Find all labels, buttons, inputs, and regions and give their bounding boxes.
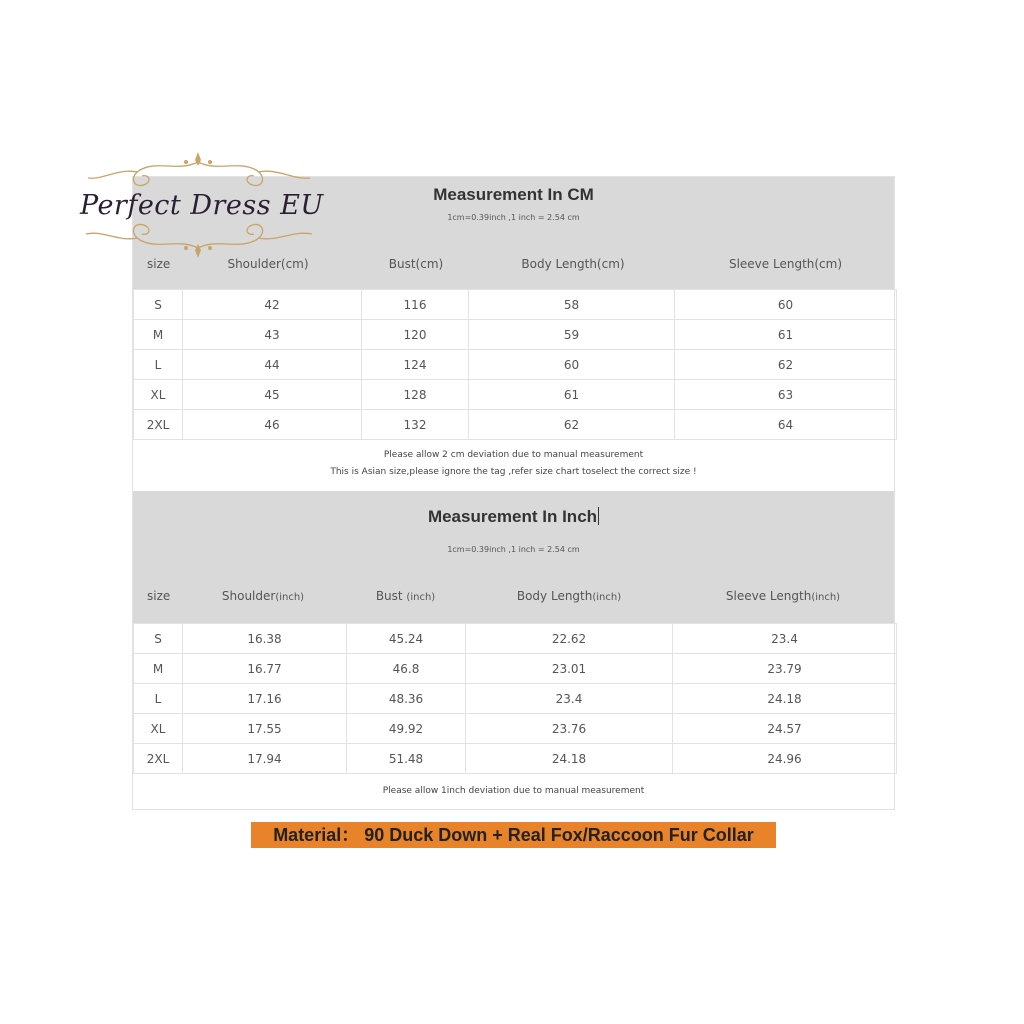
material-banner: Material： 90 Duck Down + Real Fox/Raccoon Fur Collar [251, 822, 776, 848]
cm-header-body-length: Body Length(cm) [521, 257, 625, 271]
cm-table-row [134, 320, 897, 350]
cm-value-cell: 46 [183, 410, 362, 440]
inch-size-cell: L [134, 684, 183, 714]
inch-table-row [134, 624, 897, 654]
inch-value-cell: 16.38 [183, 624, 347, 654]
inch-size-cell: 2XL [134, 744, 183, 774]
cm-table-row [134, 380, 897, 410]
inch-table-row [134, 654, 897, 684]
inch-value-cell: 46.8 [347, 654, 466, 684]
cm-value-cell: 62 [675, 350, 897, 380]
inch-value-cell: 22.62 [466, 624, 673, 654]
cm-value-cell: 128 [362, 380, 469, 410]
cm-size-cell: L [134, 350, 183, 380]
inch-value-cell: 49.92 [347, 714, 466, 744]
cm-size-cell: S [134, 290, 183, 320]
cm-value-cell: 60 [469, 350, 675, 380]
cm-value-cell: 58 [469, 290, 675, 320]
inch-table-title: Measurement In Inch [427, 507, 598, 526]
inch-table-row [134, 744, 897, 774]
cm-value-cell: 120 [362, 320, 469, 350]
inch-value-cell: 17.16 [183, 684, 347, 714]
inch-value-cell: 24.18 [673, 684, 897, 714]
inch-header-shoulder: Shoulder(inch) [221, 589, 305, 603]
cm-value-cell: 42 [183, 290, 362, 320]
inch-table-row [134, 714, 897, 744]
inch-value-cell: 23.4 [673, 624, 897, 654]
inch-value-cell: 24.18 [466, 744, 673, 774]
cm-header-bust: Bust(cm) [388, 257, 444, 271]
cm-value-cell: 62 [469, 410, 675, 440]
inch-value-cell: 23.4 [466, 684, 673, 714]
cm-value-cell: 124 [362, 350, 469, 380]
cm-size-table [133, 289, 897, 440]
cm-conversion-note: 1cm=0.39inch ,1 inch = 2.54 cm [447, 213, 580, 222]
cm-size-cell: XL [134, 380, 183, 410]
cm-value-cell: 116 [362, 290, 469, 320]
cm-table-row [134, 290, 897, 320]
cm-value-cell: 43 [183, 320, 362, 350]
cm-value-cell: 64 [675, 410, 897, 440]
cm-value-cell: 45 [183, 380, 362, 410]
text-caret [598, 507, 599, 525]
inch-deviation-note: Please allow 1inch deviation due to manual measurement [382, 786, 645, 796]
inch-value-cell: 23.01 [466, 654, 673, 684]
inch-value-cell: 17.94 [183, 744, 347, 774]
cm-value-cell: 61 [675, 320, 897, 350]
cm-header-shoulder: Shoulder(cm) [227, 257, 309, 271]
cm-value-cell: 59 [469, 320, 675, 350]
inch-header-size: size [147, 589, 171, 603]
size-chart [132, 176, 895, 810]
inch-size-cell: XL [134, 714, 183, 744]
inch-header-body-length: Body Length(inch) [516, 589, 622, 603]
inch-value-cell: 16.77 [183, 654, 347, 684]
inch-table-row [134, 684, 897, 714]
inch-size-table [133, 623, 897, 774]
cm-header-size: size [147, 257, 171, 271]
inch-size-cell: M [134, 654, 183, 684]
inch-header-band [133, 491, 894, 623]
cm-table-row [134, 410, 897, 440]
inch-value-cell: 23.79 [673, 654, 897, 684]
inch-value-cell: 45.24 [347, 624, 466, 654]
inch-value-cell: 48.36 [347, 684, 466, 714]
cm-size-cell: M [134, 320, 183, 350]
inch-header-bust: Bust (inch) [375, 589, 436, 603]
asian-size-note: This is Asian size,please ignore the tag ,refer size chart toselect the correct size ! [330, 467, 697, 477]
cm-header-sleeve-length: Sleeve Length(cm) [728, 257, 843, 271]
inch-value-cell: 24.96 [673, 744, 897, 774]
cm-value-cell: 63 [675, 380, 897, 410]
inch-value-cell: 17.55 [183, 714, 347, 744]
cm-value-cell: 60 [675, 290, 897, 320]
inch-value-cell: 23.76 [466, 714, 673, 744]
cm-value-cell: 61 [469, 380, 675, 410]
inch-conversion-note: 1cm=0.39inch ,1 inch = 2.54 cm [447, 545, 580, 554]
inch-size-cell: S [134, 624, 183, 654]
cm-size-cell: 2XL [134, 410, 183, 440]
cm-table-title: Measurement In CM [433, 185, 594, 204]
inch-value-cell: 24.57 [673, 714, 897, 744]
cm-value-cell: 44 [183, 350, 362, 380]
inch-header-sleeve-length: Sleeve Length(inch) [725, 589, 841, 603]
cm-value-cell: 132 [362, 410, 469, 440]
cm-deviation-note: Please allow 2 cm deviation due to manual measurement [383, 450, 644, 460]
brand-logo-text: Perfect Dress EU [80, 190, 324, 221]
inch-value-cell: 51.48 [347, 744, 466, 774]
cm-table-row [134, 350, 897, 380]
